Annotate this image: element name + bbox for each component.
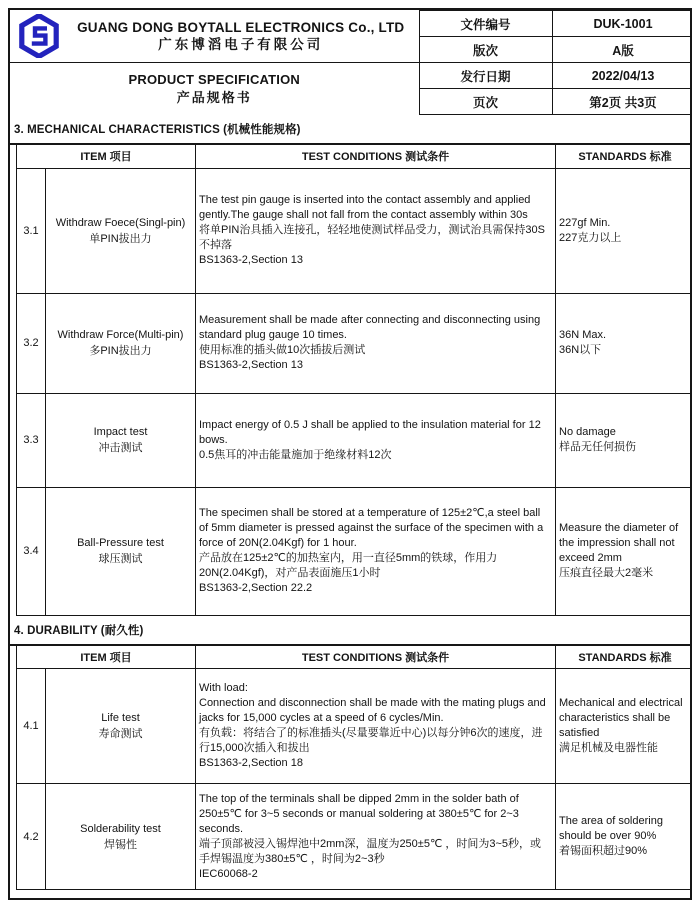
text-line: 端子顶部被浸入锡焊池中2mm深，温度为250±5℃ ，时间为3~5秒，或手焊锡温度为380±5℃ ，时间为2~3秒	[199, 837, 542, 865]
text-line: 将单PIN治具插入连接孔，轻轻地使测试样品受力，测试治具需保持30S不掉落	[199, 224, 545, 251]
field-label-doc-number: 文件编号	[419, 11, 552, 37]
conditions-cell	[196, 168, 556, 293]
text-line: 227克力以上	[559, 231, 622, 244]
item-cell	[46, 487, 196, 615]
spec-row	[17, 669, 693, 784]
company-name-cn: 广东博滔电子有限公司	[158, 36, 324, 52]
field-label-revision: 版次	[419, 37, 552, 63]
doc-title-cn: 产品规格书	[176, 89, 252, 105]
spec-table-header-row	[17, 646, 693, 669]
text-line: 着锡面积超过90%	[559, 845, 648, 857]
spec-row	[17, 293, 693, 393]
company-cell	[10, 11, 419, 63]
column-header-conditions: TEST CONDITIONS 测试条件	[196, 145, 556, 168]
text-line: Life test	[101, 712, 140, 724]
column-header-standards: STANDARDS 标准	[556, 145, 693, 168]
document-header	[10, 10, 692, 115]
item-cell	[46, 168, 196, 293]
text-line: 冲击测试	[98, 442, 143, 454]
text-line: 有负载：将结合了的标准插头(尽量要靠近中心)以每分钟6次的速度，进行15,000次插入和拔出	[199, 727, 543, 754]
field-value-revision: A版	[552, 37, 692, 63]
row-number: 4.2	[17, 784, 46, 890]
text-line: 寿命测试	[98, 728, 143, 740]
spec-row	[17, 168, 693, 293]
text-line: Withdraw Foece(Singl-pin)	[55, 216, 186, 229]
text-line: 0.5焦耳的冲击能量施加于绝缘材料12次	[199, 448, 392, 461]
standards-cell	[556, 487, 693, 615]
text-line: 单PIN拔出力	[89, 232, 152, 245]
spec-section	[10, 616, 690, 891]
text-line: 227gf Min.	[559, 216, 611, 229]
column-header-item: ITEM 项目	[17, 145, 196, 168]
text-line: 36N以下	[559, 344, 602, 356]
text-line: The test pin gauge is inserted into the contact assembly and applied gently.The gauge shall not fall from the contact assembly within 30s	[199, 194, 531, 221]
item-cell	[46, 293, 196, 393]
standards-cell	[556, 669, 693, 784]
spec-table	[16, 646, 692, 891]
text-line: The area of soldering should be over 90%	[559, 815, 663, 842]
text-line: Measurement shall be made after connecting and disconnecting using standard plug gauge 10 times.	[199, 314, 541, 341]
text-line: Solderability test	[80, 822, 161, 835]
row-number: 3.1	[17, 168, 46, 293]
column-header-item: ITEM 项目	[17, 646, 196, 669]
standards-cell	[556, 784, 693, 890]
text-line: 多PIN拔出力	[89, 345, 152, 357]
conditions-cell	[196, 784, 556, 890]
text-line: Impact test	[93, 426, 148, 438]
row-number: 3.3	[17, 393, 46, 487]
text-line: Ball-Pressure test	[77, 537, 164, 549]
company-logo	[19, 14, 59, 58]
text-line: 球压测试	[98, 553, 143, 565]
spec-row	[17, 487, 693, 615]
standards-cell	[556, 293, 693, 393]
row-number: 4.1	[17, 669, 46, 784]
text-line: The specimen shall be stored at a temperature of 125±2℃,a steel ball of 5mm diameter is pressed against the surface of the specimen with a force of 20N(2.04Kgf) for 1 hour.	[199, 507, 544, 549]
conditions-cell	[196, 393, 556, 487]
text-line: 使用标准的插头做10次插拔后测试	[199, 344, 366, 356]
text-line: Measure the diameter of the impression shall not exceed 2mm	[559, 522, 679, 564]
text-line: No damage	[559, 426, 616, 438]
item-cell	[46, 784, 196, 890]
item-cell	[46, 393, 196, 487]
column-header-conditions: TEST CONDITIONS 测试条件	[196, 646, 556, 669]
document-page	[8, 8, 692, 900]
text-line: 样品无任何损伤	[559, 441, 636, 453]
field-value-doc-number: DUK-1001	[552, 11, 692, 37]
section-title: 4. DURABILITY (耐久性)	[10, 616, 690, 646]
field-label-page: 页次	[419, 89, 552, 115]
column-header-standards: STANDARDS 标准	[556, 646, 693, 669]
doc-title-en: PRODUCT SPECIFICATION	[128, 71, 301, 87]
text-line: BS1363-2,Section 22.2	[199, 582, 313, 594]
spec-sections	[10, 115, 690, 890]
company-name-en: GUANG DONG BOYTALL ELECTRONICS Co., LTD	[77, 19, 405, 35]
text-line: 焊锡性	[104, 838, 137, 851]
text-line: BS1363-2,Section 18	[199, 757, 303, 769]
spec-section	[10, 115, 690, 616]
text-line: Connection and disconnection shall be made with the mating plugs and jacks for 15,000 cycles at a speed of 6 cycles/Min.	[199, 697, 546, 724]
conditions-cell	[196, 293, 556, 393]
conditions-cell	[196, 487, 556, 615]
item-cell	[46, 669, 196, 784]
row-number: 3.4	[17, 487, 46, 615]
text-line: Impact energy of 0.5 J shall be applied to the insulation material for 12 bows.	[199, 418, 541, 446]
text-line: Withdraw Force(Multi-pin)	[57, 329, 184, 341]
standards-cell	[556, 168, 693, 293]
text-line: The top of the terminals shall be dipped 2mm in the solder bath of 250±5℃ for 3~5 seconds or manual soldering at 380±5℃ for 2~3 seconds.	[199, 792, 519, 835]
text-line: With load:	[199, 682, 248, 694]
text-line: Mechanical and electrical characteristics shall be satisfied	[559, 697, 683, 739]
row-number: 3.2	[17, 293, 46, 393]
spec-table-header-row	[17, 145, 693, 168]
doc-title-cell	[10, 63, 419, 115]
text-line: 产品放在125±2℃的加热室内，用一直径5mm的铁球，作用力20N(2.04Kgf)，对产品表面施压1小时	[199, 552, 498, 579]
spec-row	[17, 784, 693, 890]
spec-row	[17, 393, 693, 487]
section-title: 3. MECHANICAL CHARACTERISTICS (机械性能规格)	[10, 115, 690, 145]
field-value-page: 第2页 共3页	[552, 89, 692, 115]
text-line: 满足机械及电器性能	[559, 742, 658, 754]
spec-table	[16, 145, 692, 616]
text-line: 压痕直径最大2毫米	[559, 567, 654, 579]
standards-cell	[556, 393, 693, 487]
text-line: BS1363-2,Section 13	[199, 254, 303, 266]
text-line: BS1363-2,Section 13	[199, 359, 303, 371]
field-label-issue-date: 发行日期	[419, 63, 552, 89]
field-value-issue-date: 2022/04/13	[552, 63, 692, 89]
text-line: 36N Max.	[559, 329, 607, 341]
text-line: IEC60068-2	[199, 867, 258, 880]
conditions-cell	[196, 669, 556, 784]
